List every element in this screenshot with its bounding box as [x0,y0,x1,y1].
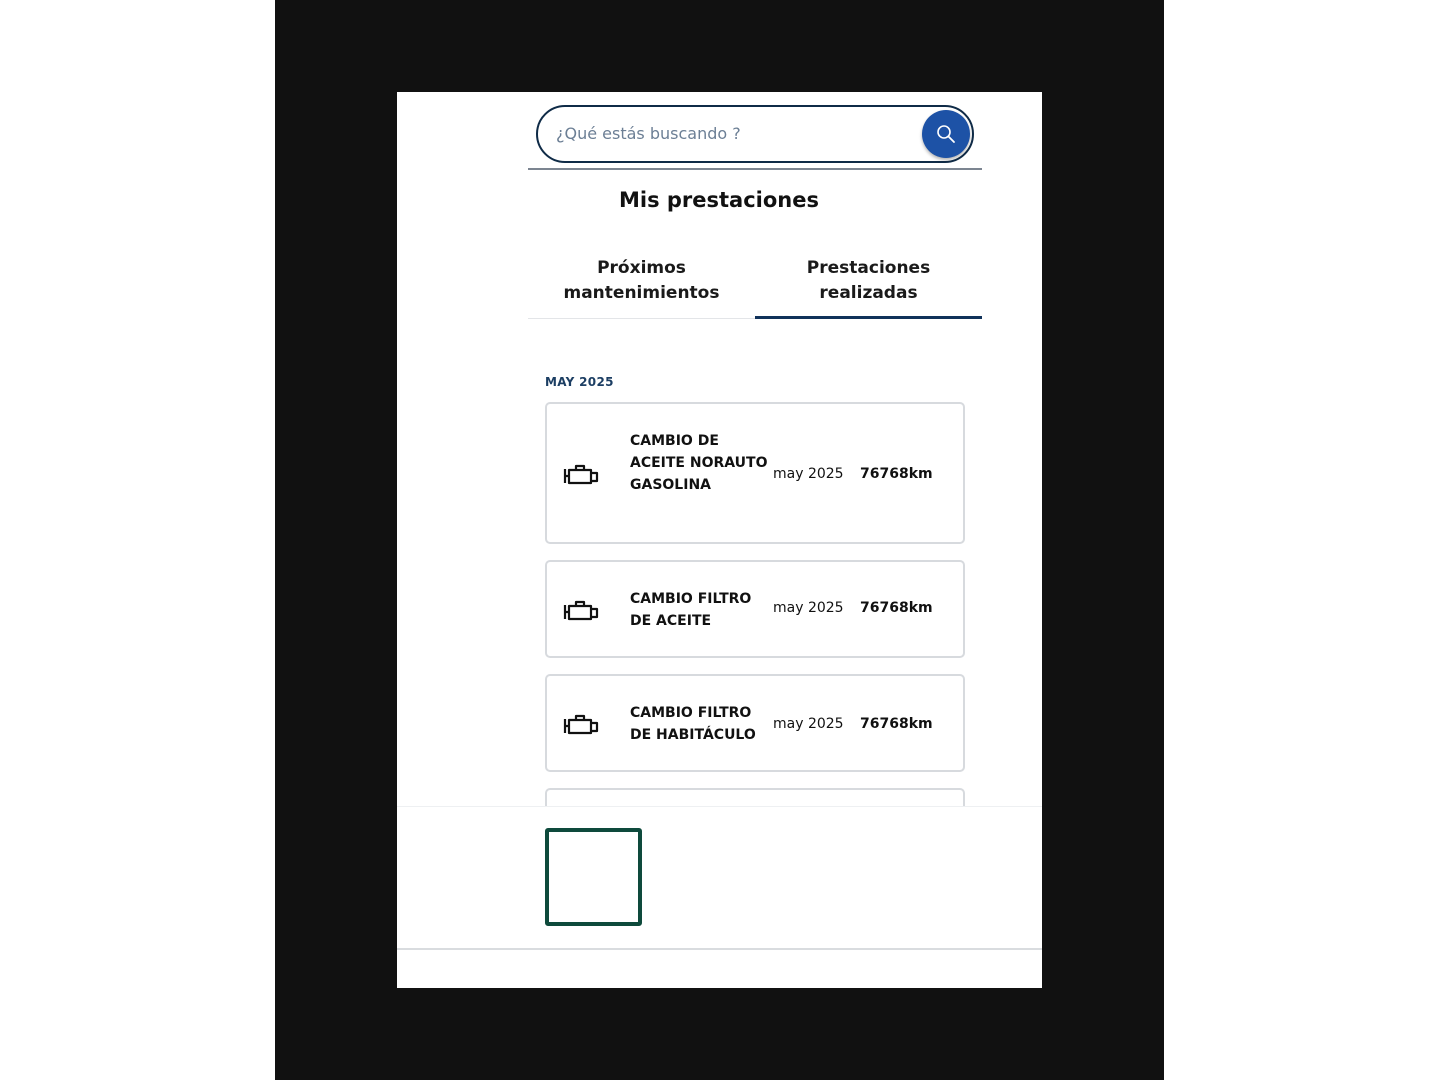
tab-label-line2: realizadas [819,283,918,303]
app-screen [397,92,1042,988]
tab-bar [528,244,982,319]
service-name: CAMBIO FILTRO DE ACEITE [630,591,752,629]
service-km: 76768km [860,600,933,616]
page-title: Mis prestaciones [618,188,819,212]
service-date: may 2025 [773,716,844,732]
service-km: 76768km [860,466,933,482]
engine-icon [562,598,602,624]
service-card[interactable] [545,674,965,772]
service-km: 76768km [860,716,933,732]
engine-icon [562,462,602,488]
service-date: may 2025 [773,466,844,482]
search-button[interactable] [922,110,970,158]
service-name: CAMBIO DE ACEITE NORAUTO GASOLINA [630,433,768,493]
tab-prestaciones-realizadas[interactable] [755,244,982,319]
service-name: CAMBIO FILTRO DE HABITÁCULO [630,705,756,743]
service-card[interactable] [545,560,965,658]
month-header: MAY 2025 [545,375,614,389]
search-input[interactable] [556,124,896,143]
tab-label-line2: mantenimientos [563,283,720,303]
engine-icon [562,712,602,738]
service-date: may 2025 [773,600,844,616]
search-bar [536,105,974,163]
tab-label-line1: Prestaciones [806,258,931,278]
search-icon [935,123,957,145]
bottom-bar [397,806,1042,950]
search-header [528,92,982,170]
tab-label-line1: Próximos [597,258,686,278]
tab-proximos-mantenimientos[interactable] [528,244,755,319]
service-card[interactable] [545,402,965,544]
bottom-action-box[interactable] [545,828,642,926]
